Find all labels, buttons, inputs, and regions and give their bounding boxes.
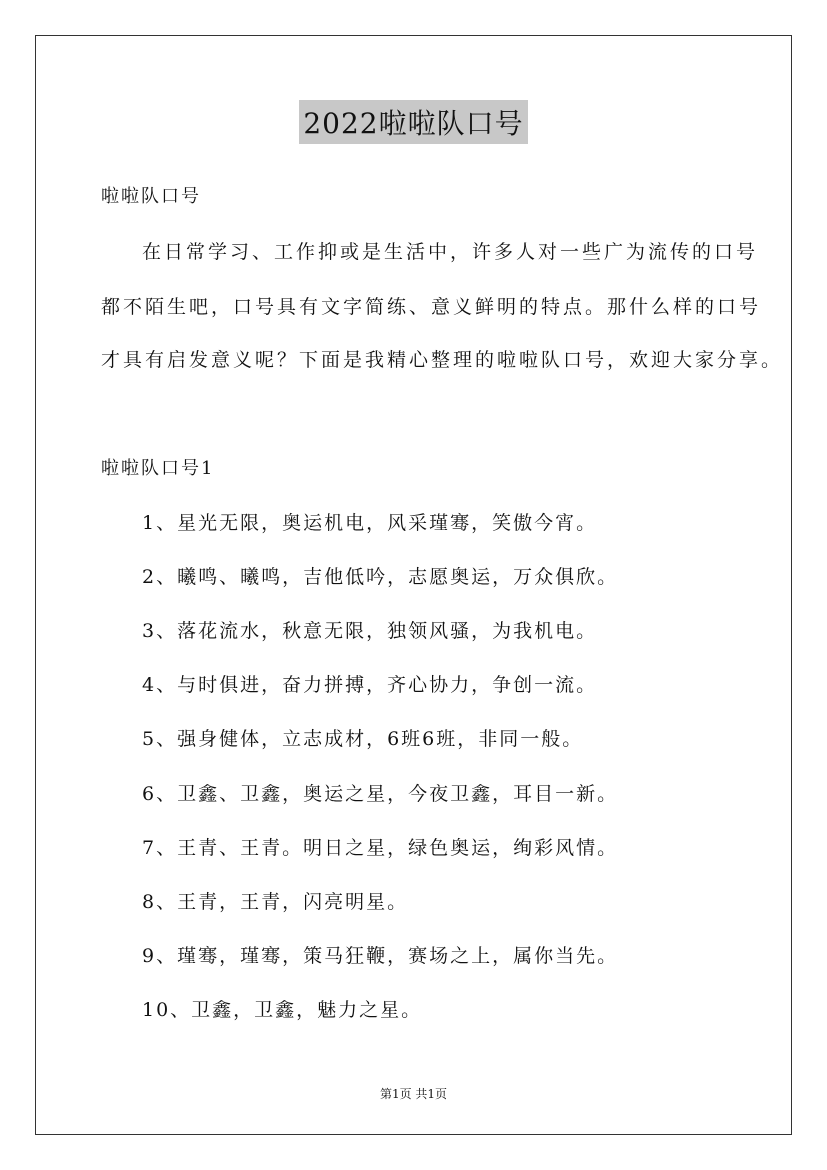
slogan-item: 8、王青，王青，闪亮明星。 xyxy=(142,891,409,913)
document-title: 2022啦啦队口号 xyxy=(299,100,527,144)
section-heading: 啦啦队口号 xyxy=(101,186,201,207)
slogan-item: 1、星光无限，奥运机电，风采瑾骞，笑傲今宵。 xyxy=(142,512,598,534)
slogan-item: 6、卫鑫、卫鑫，奥运之星，今夜卫鑫，耳目一新。 xyxy=(142,783,619,805)
slogan-item: 4、与时俱进，奋力拼搏，齐心协力，争创一流。 xyxy=(142,674,598,696)
slogan-item: 5、强身健体，立志成材，6班6班，非同一般。 xyxy=(142,728,584,750)
slogan-item: 7、王青、王青。明日之星，绿色奥运，绚彩风情。 xyxy=(142,837,619,859)
section-heading-slogans: 啦啦队口号1 xyxy=(101,458,215,479)
page-footer: 第1页 共1页 xyxy=(379,1087,448,1101)
slogan-item: 10、卫鑫，卫鑫，魅力之星。 xyxy=(142,999,423,1021)
intro-line-1: 在日常学习、工作抑或是生活中，许多人对一些广为流传的口号 xyxy=(142,241,759,263)
slogan-item: 9、瑾骞，瑾骞，策马狂鞭，赛场之上，属你当先。 xyxy=(142,945,619,967)
slogan-item: 2、曦鸣、曦鸣，吉他低吟，志愿奥运，万众俱欣。 xyxy=(142,566,619,588)
slogan-item: 3、落花流水，秋意无限，独领风骚，为我机电。 xyxy=(142,620,598,642)
title-container xyxy=(0,100,827,144)
intro-line-3: 才具有启发意义呢？下面是我精心整理的啦啦队口号，欢迎大家分享。 xyxy=(101,349,784,371)
intro-line-2: 都不陌生吧，口号具有文字简练、意义鲜明的特点。那什么样的口号 xyxy=(101,296,762,318)
